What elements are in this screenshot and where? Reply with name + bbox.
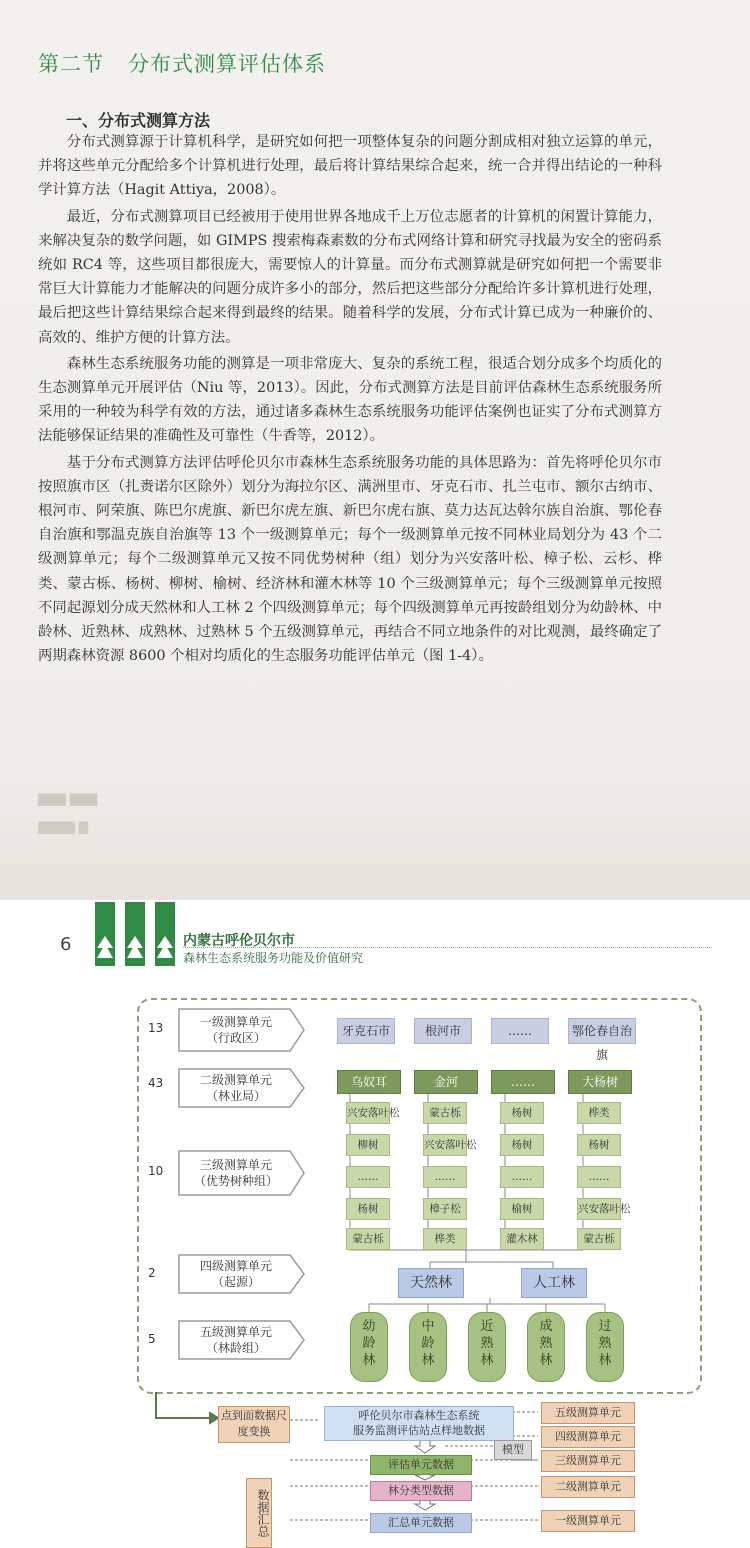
- level1-unit: 鄂伦春自治旗: [568, 1018, 636, 1044]
- level1-unit: ……: [491, 1018, 549, 1044]
- level1-unit: 根河市: [414, 1018, 472, 1044]
- header-subtitle: 森林生态系统服务功能及价值研究: [183, 951, 364, 965]
- book-page-figure: [0, 900, 750, 1546]
- model-box: 模型: [494, 1440, 532, 1460]
- level3-unit: 榆树: [500, 1198, 544, 1220]
- level3-unit: 桦类: [423, 1228, 467, 1250]
- section-title: [38, 48, 326, 78]
- subsection-title: 一、分布式测算方法: [66, 111, 211, 130]
- bleed-through-marks: ▇▇▇▇ ▇: [38, 820, 88, 834]
- level2-unit: 乌奴耳: [337, 1070, 401, 1094]
- flow-level-label: 二级测算单元: [541, 1476, 635, 1498]
- level3-unit: 杨树: [500, 1102, 544, 1124]
- level3-unit: 兴安落叶松: [423, 1134, 467, 1156]
- paragraph: 最近，分布式测算项目已经被用于使用世界各地成千上万位志愿者的计算机的闲置计算能力，来解决复杂的数学问题，如 GIMPS 搜索梅森素数的分布式网络计算和研究寻找最为安全的密码系统如 RC4 等，这些项目都很庞大，需要惊人的计算量。而分布式测算就是研究如何把一个需要非常巨大计算能力才能解决的问题分成许多小的部分，然后把这些部分分配给许多计算机进行处理，最后把这些计算结果综合起来得到最终的结果。随着科学的发展，分布式计算已成为一种廉价的、高效的、维护方便的计算方法。: [38, 208, 662, 346]
- paragraph: 基于分布式测算方法评估呼伦贝尔市森林生态系统服务功能的具体思路为：首先将呼伦贝尔市按照旗市区（扎赉诺尔区除外）划分为海拉尔区、满洲里市、牙克石市、扎兰屯市、额尔古纳市、根河市、阿荣旗、陈巴尔虎旗、新巴尔虎左旗、新巴尔虎右旗、莫力达瓦达斡尔族自治旗、鄂伦春自治旗和鄂温克族自治旗等 13 个一级测算单元；每个一级测算单元按不同林业局划分为 43 个二级测算单元；每个二级测算单元又按不同优势树种（组）划分为兴安落叶松、樟子松、云杉、桦类、蒙古栎、杨树、柳树、榆树、经济林和灌木林等 10 个三级测算单元；每个三级测算单元按照不同起源划分成天然林和人工林 2 个四级测算单元；每个四级测算单元再按龄组划分为幼龄林、中龄林、近熟林、成熟林、过熟林 5 个五级测算单元，再结合不同立地条件的对比观测，最终确定了两期森林资源 8600 个相对均质化的生态服务功能评估单元（图 1-4）。: [38, 454, 662, 665]
- station-data-box: 呼伦贝尔市森林生态系统 服务监测评估站点样地数据: [324, 1406, 514, 1441]
- level-count: 2: [148, 1266, 156, 1280]
- level3-unit: 杨树: [500, 1134, 544, 1156]
- age-group: 近 熟 林: [468, 1312, 506, 1382]
- age-group: 过 熟 林: [586, 1312, 624, 1382]
- flow-level-label: 一级测算单元: [541, 1510, 635, 1532]
- level3-unit: 兴安落叶松: [346, 1102, 390, 1124]
- flow-level-label: 四级测算单元: [541, 1426, 635, 1448]
- summary-unit-data-box: 汇总单元数据: [370, 1513, 472, 1533]
- level-label: 三级测算单元 （优势树种组）: [178, 1150, 290, 1196]
- level-label: 四级测算单元 （起源）: [178, 1254, 290, 1294]
- level3-unit: 杨树: [577, 1134, 621, 1156]
- level3-unit: 柳树: [346, 1134, 390, 1156]
- level3-unit: ……: [577, 1166, 621, 1188]
- age-group: 幼 龄 林: [350, 1312, 388, 1382]
- forest-type-data-box: 林分类型数据: [370, 1481, 472, 1501]
- level-count: 13: [148, 1021, 164, 1035]
- section-title-text: 分布式测算评估体系: [128, 52, 326, 76]
- level3-unit: 桦类: [577, 1102, 621, 1124]
- data-summary-box: 数据汇总: [246, 1478, 272, 1548]
- level3-unit: ……: [346, 1166, 390, 1188]
- eval-unit-data-box: 评估单元数据: [370, 1455, 472, 1475]
- origin-unit: 人工林: [521, 1268, 587, 1298]
- scale-transform-box: 点到面数据尺度变换: [218, 1406, 290, 1443]
- level3-unit: ……: [423, 1166, 467, 1188]
- flow-level-label: 三级测算单元: [541, 1450, 635, 1472]
- flow-connectors: [0, 900, 750, 1546]
- section-title-prefix: 第二节: [38, 52, 104, 76]
- level3-unit: 兴安落叶松: [577, 1198, 621, 1220]
- level3-unit: 蒙古栎: [346, 1228, 390, 1250]
- paragraph: 分布式测算源于计算机科学，是研究如何把一项整体复杂的问题分割成相对独立运算的单元，并将这些单元分配给多个计算机进行处理，最后将计算结果综合起来，统一合并得出结论的一种科学计算方法（Hagit Attiya，2008）。: [38, 134, 662, 199]
- level2-unit: 大杨树: [568, 1070, 632, 1094]
- flow-level-label: 五级测算单元: [541, 1402, 635, 1424]
- level3-unit: 灌木林: [500, 1228, 544, 1250]
- age-group: 中 龄 林: [409, 1312, 447, 1382]
- level2-unit: ……: [491, 1070, 555, 1094]
- level-label: 二级测算单元 （林业局）: [178, 1068, 290, 1108]
- level2-unit: 金河: [414, 1070, 478, 1094]
- paragraph: 森林生态系统服务功能的测算是一项非常庞大、复杂的系统工程，很适合划分成多个均质化的生态测算单元开展评估（Niu 等，2013）。因此，分布式测算方法是目前评估森林生态系统服务所采用的一种较为科学有效的方法，通过诸多森林生态系统服务功能评估案例也证实了分布式测算方法能够保证结果的准确性及可靠性（牛香等，2012）。: [38, 355, 662, 445]
- level1-unit: 牙克石市: [337, 1018, 395, 1044]
- page-number: 6: [60, 934, 72, 955]
- level-label: 五级测算单元 （林龄组）: [178, 1320, 290, 1360]
- level-count: 10: [148, 1164, 164, 1178]
- body-text: [38, 130, 662, 668]
- origin-unit: 天然林: [398, 1268, 464, 1298]
- age-group: 成 熟 林: [527, 1312, 565, 1382]
- bleed-through-marks: ▇▇▇ ▇▇▇: [38, 792, 98, 806]
- level-count: 43: [148, 1076, 164, 1090]
- level3-unit: ……: [500, 1166, 544, 1188]
- level-label: 一级测算单元 （行政区）: [178, 1008, 290, 1052]
- level-count: 5: [148, 1332, 156, 1346]
- level3-unit: 蒙古栎: [577, 1228, 621, 1250]
- level3-unit: 蒙古栎: [423, 1102, 467, 1124]
- header-title: 内蒙古呼伦贝尔市: [183, 933, 295, 949]
- level3-unit: 樟子松: [423, 1198, 467, 1220]
- level3-unit: 杨树: [346, 1198, 390, 1220]
